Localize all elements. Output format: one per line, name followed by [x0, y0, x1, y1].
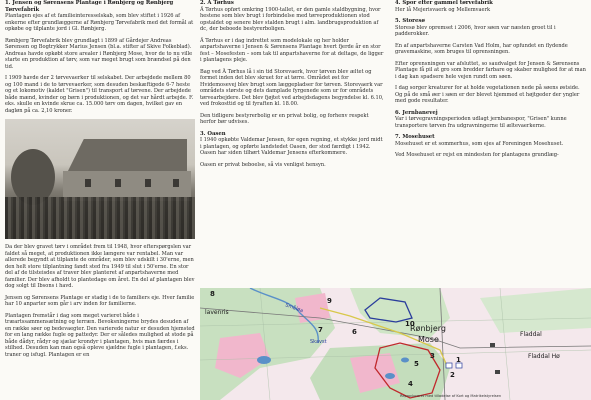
map-label-fladdal: Fladdal: [520, 331, 542, 338]
paragraph: I 1940 opkøbte Valdemar Jensen, for egen regning, et stykke jord midt i plantagen, og opførte landstedet Oasen, der stod færdigt i 1942. Oasen har siden tilhørt Valdemar Jensens efterkommere.: [200, 137, 383, 156]
map-label-ronbjerg: Rønbjerg: [410, 324, 446, 333]
map-svg: [200, 288, 591, 400]
paragraph: Bag ved Ä Tørhus lå i sin tid Storevaerk, hvor tørven blev æltet og formet inden det blev skruet for at tørre. Området øst for Hvidemosevej blev brugt som læggepladser for tørven. Storevaerk var områdets største og dets damplade fyrgenede som ur for områdets tørvearbejdere. Det blev fjøjtet ved arbejdsdagens begyndelse kl. 6.10, ved frokosttid og til fyraften kl. 18.00.: [200, 68, 384, 107]
historic-photo: [5, 119, 195, 239]
paragraph: Var i tørvegravningsperioden udlagt jernbanespor, "Grisen" kunne transportere tørven fra udgravningerne til æltevaerkerne.: [395, 116, 567, 129]
paragraph: Plantagen ejes af et familieinteresselskab, som blev stiftet i 1926 af enkerne efter grundlæggerne af Rønbjerg Tørvefabrik med det formål at opkøbe og tilplante jord i Gl. Rønbjerg.: [5, 13, 194, 32]
paragraph: I dag sorger kreaturer for at holde vegetationen nede på søens østside. Og på de små øer i søen er der blevet hjemmed et højtgeder der yngler med gode resultater.: [395, 85, 580, 104]
house-marker: [446, 363, 452, 368]
column-left: [5, 0, 195, 363]
heading-3: 3. Oasen: [200, 130, 226, 137]
paragraph: Oasen er privat beboelse, så vis venligst hensyn.: [200, 161, 326, 168]
column-middle: [200, 0, 385, 173]
paragraph: Storesø blev opremset i 2006, hvor søen var næsten groet til i padderokker.: [395, 24, 556, 37]
map-number-10: 10: [405, 320, 415, 328]
map-number-8: 8: [210, 290, 215, 298]
house-marker: [495, 370, 500, 374]
plantation-map: [200, 288, 591, 400]
paragraph: Plantagen fremstår i dag som meget varieret både i træartssammensætning og terræn. Bevoksningerne brydes desuden af en række søer og bedevaegter. Den varierede natur er desuden hjemsted for en lang række fugle og pattedyr. Der er således mulighed at stode på både dådyr, rådyr og sjælar krondyr i plantagen, hvis man færdes i stilhed. Desuden kan man også opleve sjældne fugle i plantagen, f.eks. traner og isfugl. Plantagen er en: [5, 312, 195, 358]
heading-1: 1. Jensen og Sørensens Plantage i Rønbjerg og Rønbjerg Tørvefabrik: [5, 0, 174, 13]
paragraph: I 1909 havde der 2 tørvevaerker til selskabet. Der arbejdede mellem 80 og 100 mand i de to tørvevaerker, som desuden beskæftigede 6-7 heste og et lokomotiv (kaldet "Grisen") til transport af tørvene. Der arbejdede både mænd, kvinder og børn i produktionen, og det var hårdt arbejde. F. eks. skulle en kvinde skrue ca. 15.000 tørv om dagen, hvilket gav en dagløn på ca. 2,10 kroner.: [5, 75, 194, 114]
heading-6: 6. Jernbanevej: [395, 109, 438, 116]
map-number-4: 4: [408, 380, 413, 388]
map-label-skavst: Skavst: [310, 339, 327, 345]
paragraph: Her lå Mejerisvaerk og Mellemvaerk: [395, 6, 491, 13]
paragraph: Ved Mosehuset er rejst en mindesten for plantagens grundlæg-: [395, 152, 559, 158]
heading-2: 2. Ä Tørhus: [200, 0, 234, 6]
heading-4: 4. Spor efter gammel tørvefabrik: [395, 0, 493, 6]
lake: [257, 356, 271, 364]
map-label-lavenris: lavenris: [205, 309, 229, 316]
map-credit: Reproduceret med tilladelse af Kort og Matrikelstyrelsen: [400, 394, 502, 398]
map-number-2: 2: [450, 371, 455, 379]
map-number-1: 1: [456, 356, 461, 364]
paragraph: Mosehuset er et sommerhus, som ejes af Foreningen Mosehuset.: [395, 140, 564, 147]
paragraph: Efter oprensningen var afsluttet, so saudvalget for Jensen & Sørensens Plantage få pil at gro som bredder farbare og skaber mulighed for at man i dag kan spadsere hele vejen rundt om søen.: [395, 60, 586, 80]
column-right: [395, 0, 587, 164]
paragraph: Jensen og Sørensens Plantage er stadig i de to familiers eje. Hver familie har 10 anparter som går i arv inden for familierne.: [5, 294, 195, 307]
paragraph: Rønbjerg Tørvefabrik blev grundlagt i 1899 af Gårdejer Andreas Sørensen og Bogtrykker Marius Jensen (bl.a. stifter af Skive Folkeblad). Andreas havde opkøbt store arealer i Rønbjerg Mose, hvor de to nu ville starte en produktion af tørv, som var meget brugt som brændsel på den tid.: [5, 37, 193, 70]
heading-5: 5. Storesø: [395, 18, 425, 24]
heading-7: 7. Mosehuset: [395, 134, 435, 140]
lake: [401, 358, 409, 363]
map-label-smallea: Småløa: [284, 302, 304, 315]
map-number-7: 7: [318, 326, 323, 334]
paragraph: Ä Tørhus er i dag indrettet som modelokale og her holder anpartshaverne i Jensen & Sørensens Plantage hvert fjerde år en stor fest – Mosefesten – som tak til anpartshaverne for at deltage, de ligger i plantagens pleje.: [200, 37, 384, 63]
paragraph: Da der blev gravet tørv i området frem til 1948, hvor efterspørgslen var faldet så meget, at produktionen ikke længere var rentabel. Man var allerede begyndt at tilplante de områder, som blev udskilt i 30'erne, men den helt store tilplantning fandt sted fra 1949 til slut i 50'erne. En stor del af de tilsteisdes af traver blev planteret af anpartshaverne med familier. Der blev afholdt to plantedage om året. En del af plantagen blev dog solgt til Ibsons i havd.: [5, 244, 195, 289]
paragraph: En af anpartshaverne Carsten Vad Holm, har opfundet en flydende gravemaskine, som bruges til oprensningen.: [395, 42, 568, 55]
map-number-9: 9: [327, 297, 332, 305]
map-number-3: 3: [430, 352, 435, 360]
map-label-fladdal-ho: Fladdal Hø: [528, 353, 560, 360]
map-number-5: 5: [414, 360, 419, 368]
paragraph: Den tidligere bestyrerbolig er en privat bolig, og forhenv respekt herfor bør udvises.: [200, 112, 369, 125]
paragraph: Ä Tørhus opført omkring 1900-tallet, er den gamle staldbygning, hvor hestene som blev brugt i forbindelse med tørveproduktionen stod opstaldet og senere blev stalden brugt i alm. landbrugsproduktion af dc, der beboede bestyrerboligen.: [200, 6, 381, 32]
map-number-6: 6: [352, 328, 357, 336]
lake: [385, 373, 395, 379]
house-marker: [490, 343, 495, 347]
map-label-mose: Mose: [418, 335, 439, 344]
